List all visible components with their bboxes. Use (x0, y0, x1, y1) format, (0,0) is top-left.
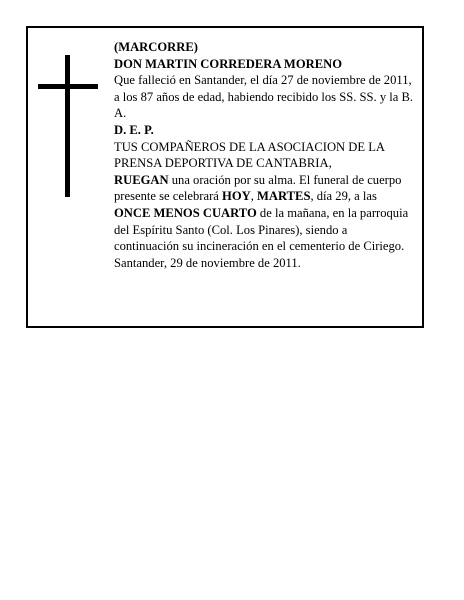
funeral-text-3: , día 29, a las (310, 189, 377, 204)
hoy-text: HOY (222, 189, 251, 204)
hora-text: ONCE MENOS CUARTO (114, 205, 257, 220)
funeral-text-2: , (250, 189, 258, 204)
cross-horizontal-bar (38, 84, 98, 89)
age-line: a los 87 años de edad, habiendo recibido los SS. SS. y la B. A. (114, 89, 414, 121)
funeral-text-1: una oración por su alma. El funeral de cuerpo presente se celebrará (114, 172, 402, 204)
deceased-name: DON MARTIN CORREDERA MORENO (114, 56, 342, 71)
cross-vertical-bar (65, 55, 70, 197)
senders-line: TUS COMPAÑEROS DE LA ASOCIACION DE LA PRENSA DEPORTIVA DE CANTABRIA, (114, 139, 385, 171)
martes-text: MARTES (257, 189, 311, 204)
funeral-paragraph (114, 172, 414, 255)
dep-line: D. E. P. (114, 122, 154, 137)
cross-icon (38, 55, 98, 197)
funeral-text-4: de la mañana, en la parroquia del Espíritu Santo (Col. Los Pinares), siendo a continuación su incineración en el cementerio de Ciriego. (114, 205, 409, 254)
obituary-text (114, 39, 414, 271)
ruegan-text: RUEGAN (114, 172, 169, 187)
deceased-alias: (MARCORRE) (114, 40, 198, 54)
death-line: Que falleció en Santander, el día 27 de noviembre de 2011, (114, 73, 412, 88)
closing-line: Santander, 29 de noviembre de 2011. (114, 255, 301, 270)
